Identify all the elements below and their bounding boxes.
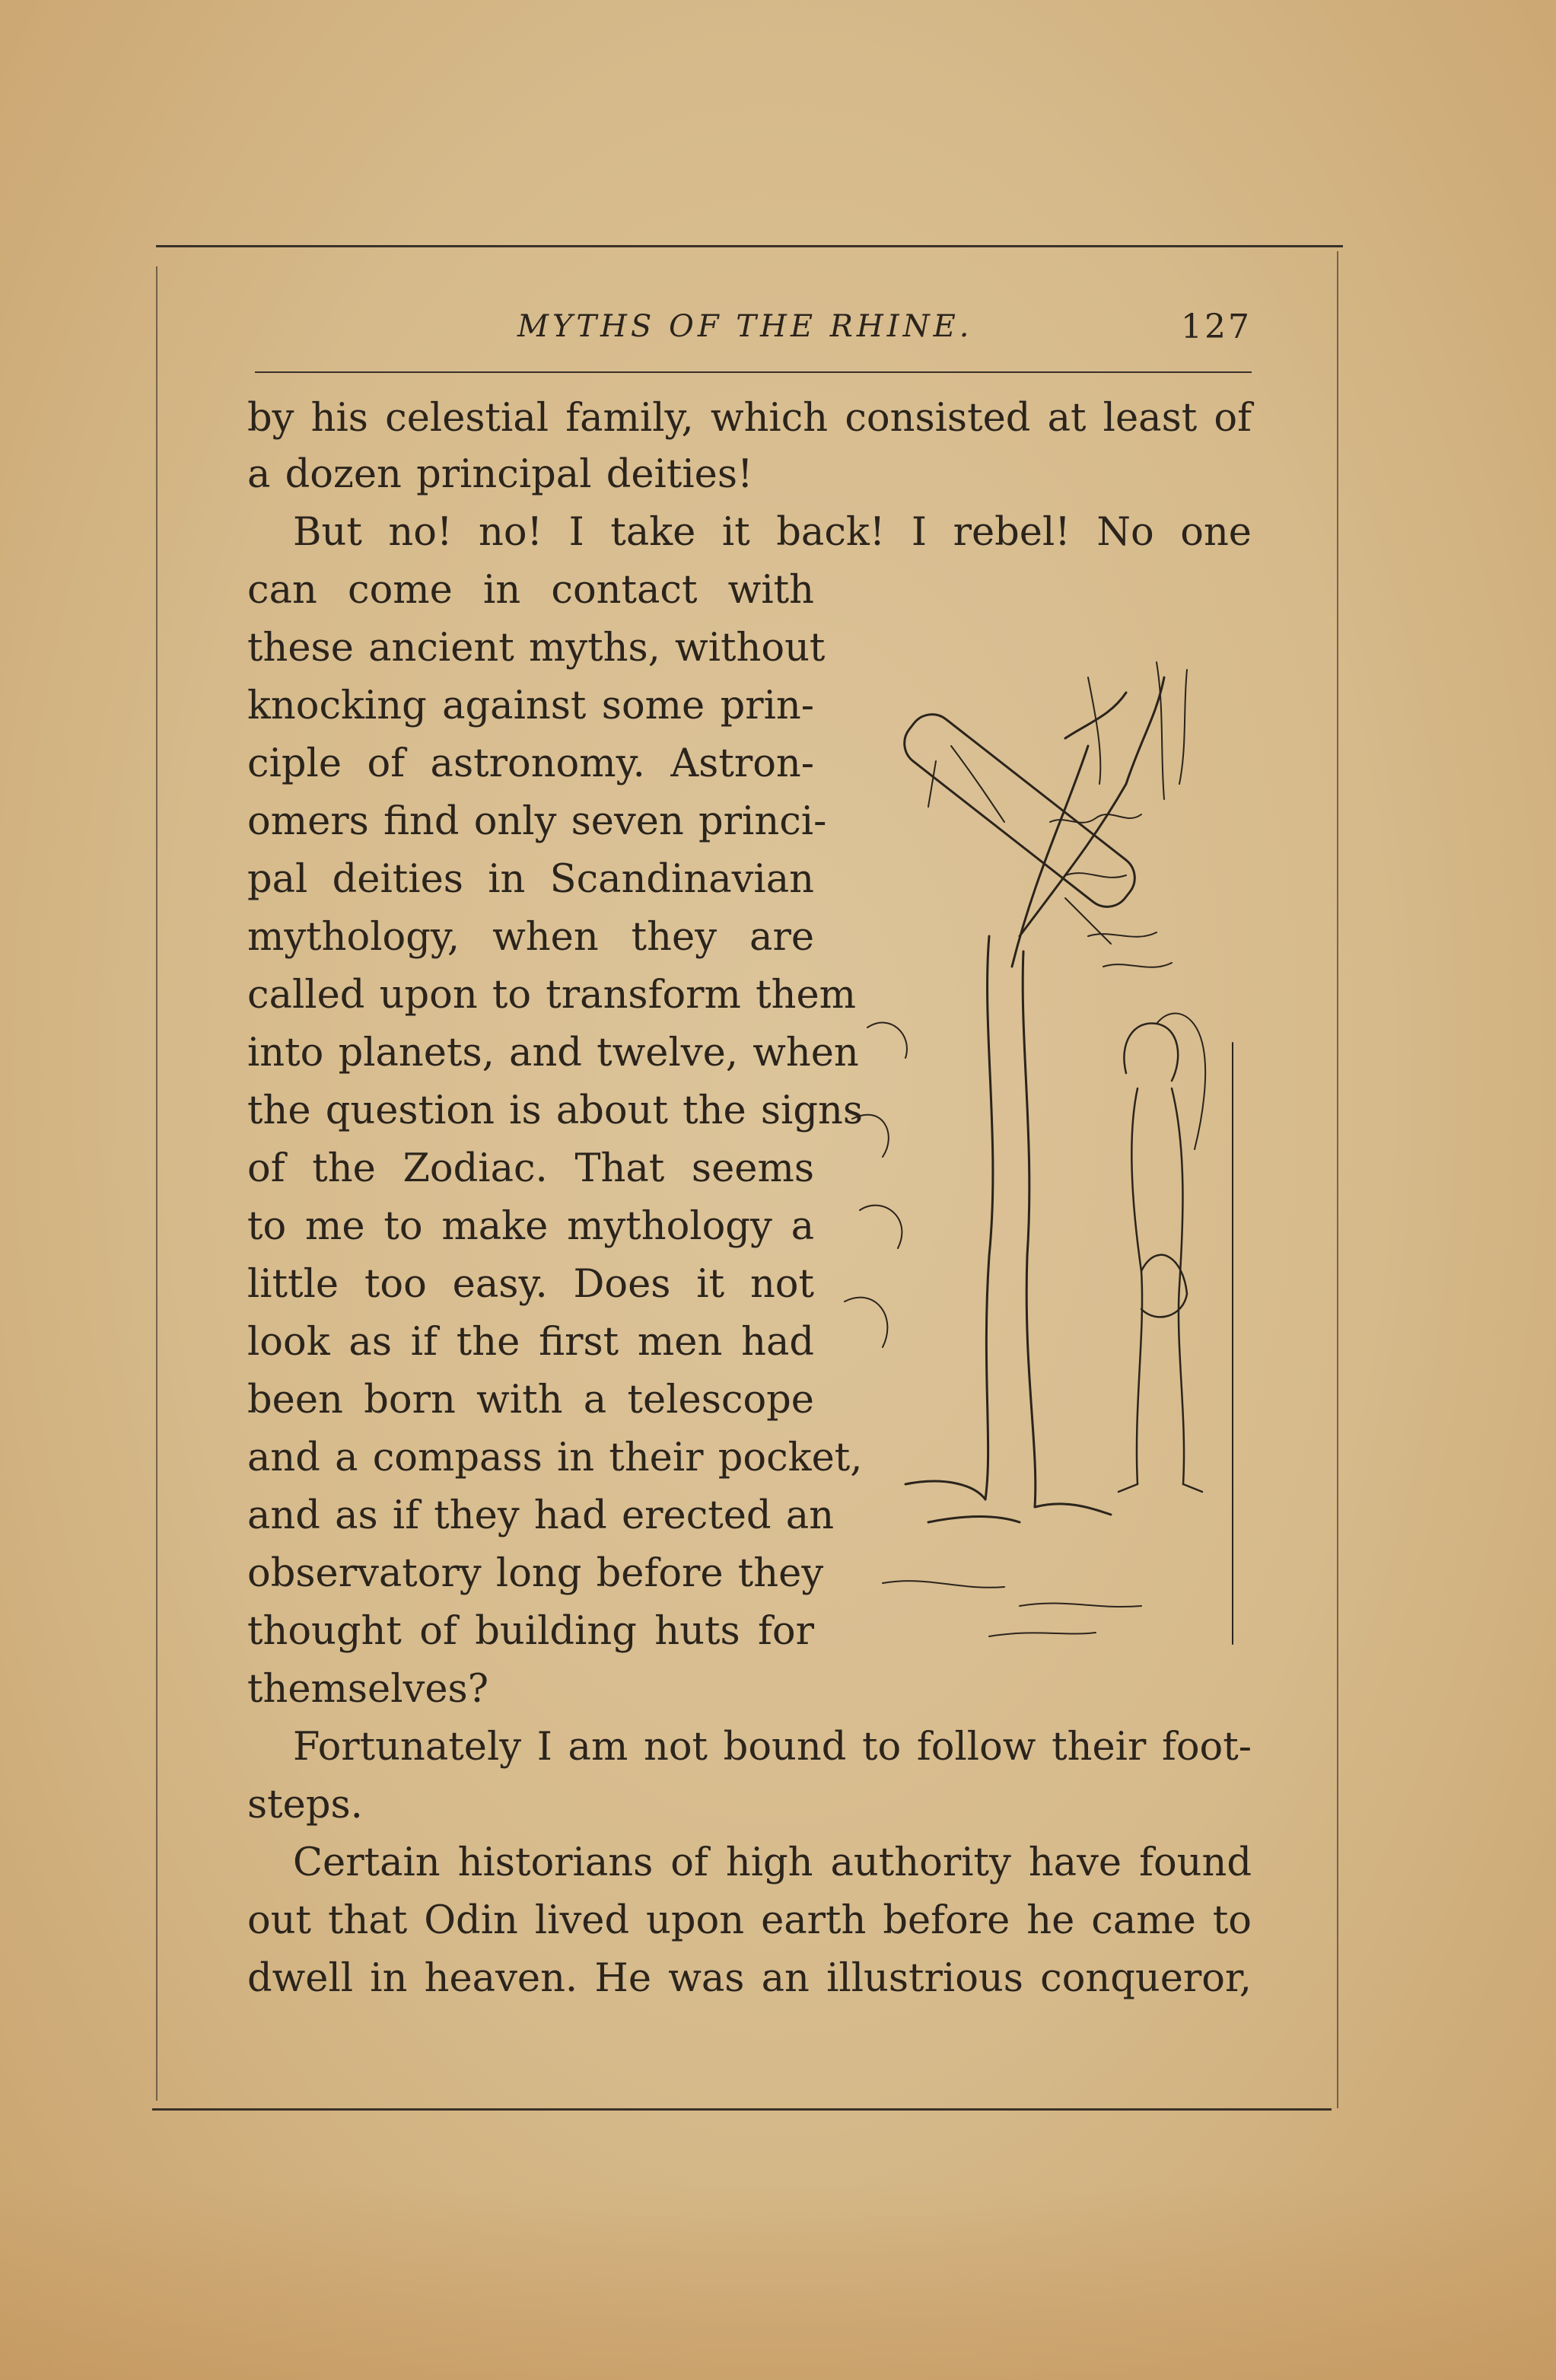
page-frame-top-rule xyxy=(156,245,1343,247)
ground-lines xyxy=(883,1581,1141,1636)
text-line: and a compass in their pocket, xyxy=(247,1435,863,1480)
scan-edge-shading xyxy=(0,2182,1556,2380)
text-line: ciple of astronomy. Astron- xyxy=(247,741,814,786)
text-line: called upon to transform them xyxy=(247,973,857,1018)
text-line: thought of building huts for xyxy=(247,1609,814,1654)
text-line: out that Odin lived upon earth before he came to xyxy=(247,1898,1252,1943)
text-line: of the Zodiac. That seems xyxy=(247,1146,814,1191)
text-line: the question is about the signs xyxy=(247,1088,864,1133)
tree-trunk-edge xyxy=(1023,951,1036,1507)
tree-trunk xyxy=(985,936,993,1499)
text-line: dwell in heaven. He was an illustrious conqueror, xyxy=(247,1956,1252,2001)
text-line: knocking against some prin- xyxy=(247,683,814,728)
figure-telescope-illustration xyxy=(837,647,1263,1652)
text-line: themselves? xyxy=(247,1667,489,1712)
telescope xyxy=(896,706,1144,944)
text-line: by his celestial family, which consisted at least of xyxy=(247,396,1252,441)
page-number: 127 xyxy=(1181,307,1252,346)
text-line: and as if they had erected an xyxy=(247,1493,835,1538)
running-head-rule xyxy=(255,371,1252,373)
text-line: can come in contact with xyxy=(247,568,814,613)
bush xyxy=(845,1023,907,1347)
running-head xyxy=(255,304,1252,350)
text-line: look as if the first men had xyxy=(247,1320,814,1365)
tree-roots xyxy=(905,1481,1111,1522)
text-line: But no! no! I take it back! I rebel! No one xyxy=(293,510,1252,555)
text-line: observatory long before they xyxy=(247,1551,824,1596)
text-line: Certain historians of high authority have found xyxy=(293,1840,1252,1885)
text-line: a dozen principal deities! xyxy=(247,452,753,497)
text-line: little too easy. Does it not xyxy=(247,1262,814,1307)
page-frame-bottom-rule xyxy=(152,2108,1332,2111)
text-line: to me to make mythology a xyxy=(247,1204,814,1249)
text-line: into planets, and twelve, when xyxy=(247,1031,859,1075)
text-line: omers find only seven princi- xyxy=(247,799,827,844)
text-line: Fortunately I am not bound to follow their foot- xyxy=(293,1725,1252,1770)
text-line: these ancient myths, without xyxy=(247,626,826,671)
text-line: been born with a telescope xyxy=(247,1378,814,1423)
page-frame-left-rule xyxy=(156,266,158,2101)
page-frame-right-rule xyxy=(1337,251,1338,2108)
text-line: mythology, when they are xyxy=(247,915,814,960)
figure-child xyxy=(1118,1013,1205,1492)
text-line: pal deities in Scandinavian xyxy=(247,857,814,902)
text-line: steps. xyxy=(247,1783,363,1827)
running-title: MYTHS OF THE RHINE. xyxy=(517,309,973,344)
